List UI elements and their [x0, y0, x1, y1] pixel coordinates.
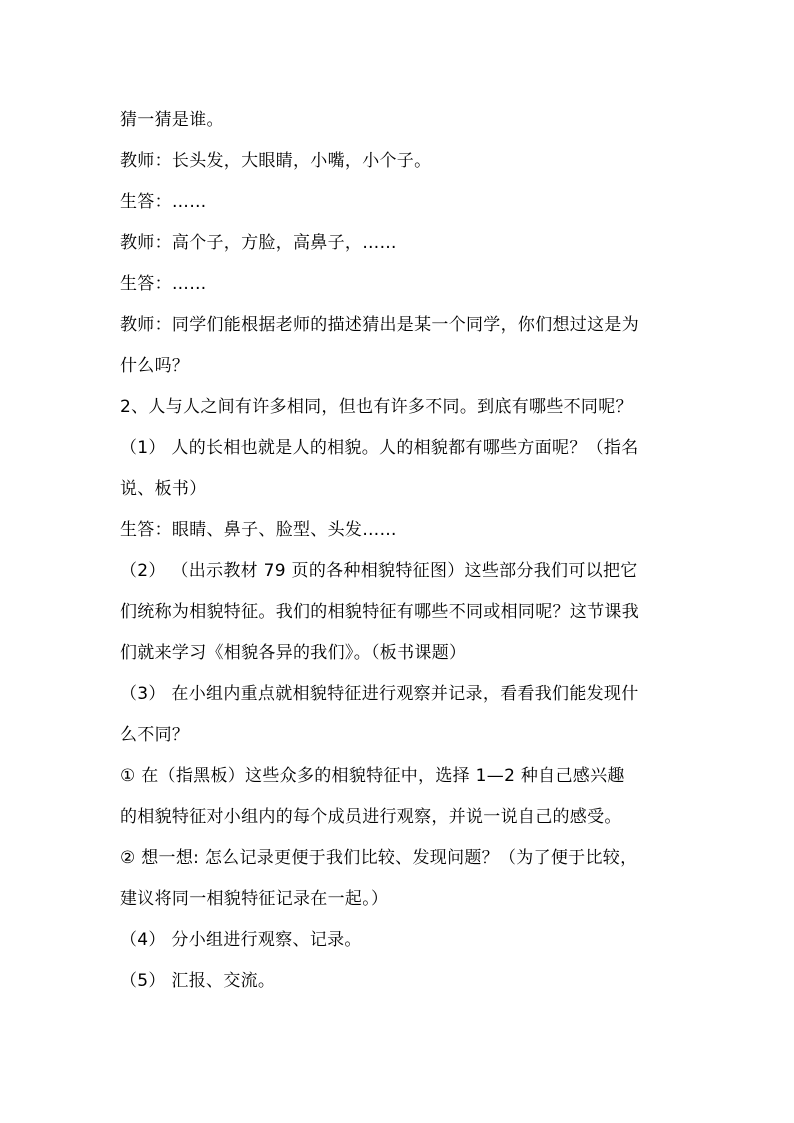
text-line: 教师：同学们能根据老师的描述猜出是某一个同学，你们想过这是为: [120, 315, 639, 335]
text-line: （4） 分小组进行观察、记录。: [120, 930, 362, 950]
text-line: 的相貌特征对小组内的每个成员进行观察，并说一说自己的感受。: [120, 807, 622, 827]
text-line: 什么吗？: [120, 356, 190, 376]
text-line: 猜一猜是谁。: [120, 110, 224, 130]
text-line: ① 在（指黑板）这些众多的相貌特征中，选择 1—2 种自己感兴趣: [120, 766, 625, 786]
text-line: 教师：高个子，方脸，高鼻子，……: [120, 233, 397, 253]
text-line: （3） 在小组内重点就相貌特征进行观察并记录，看看我们能发现什: [120, 684, 639, 704]
text-line: 们统称为相貌特征。我们的相貌特征有哪些不同或相同呢？这节课我: [120, 602, 639, 622]
text-line: 建议将同一相貌特征记录在一起。）: [120, 889, 389, 909]
text-line: ② 想一想: 怎么记录更便于我们比较、发现问题？（为了便于比较，: [120, 848, 638, 868]
text-line: 教师：长头发，大眼睛，小嘴，小个子。: [120, 151, 432, 171]
text-line: （2） （出示教材 79 页的各种相貌特征图）这些部分我们可以把它: [120, 561, 638, 581]
text-line: 们就来学习《相貌各异的我们》。（板书课题）: [120, 643, 467, 663]
text-line: 说、板书）: [120, 479, 207, 499]
text-line: 2、人与人之间有许多相同，但也有许多不同。到底有哪些不同呢？: [120, 397, 633, 417]
text-line: 生答：……: [120, 192, 207, 212]
lesson-text: [120, 100, 680, 1002]
text-line: 生答：……: [120, 274, 207, 294]
text-line: （5） 汇报、交流。: [120, 971, 276, 991]
text-line: 生答：眼睛、鼻子、脸型、头发……: [120, 520, 397, 540]
text-line: 么不同？: [120, 725, 190, 745]
text-line: （1） 人的长相也就是人的相貌。人的相貌都有哪些方面呢？（指名: [120, 438, 639, 458]
